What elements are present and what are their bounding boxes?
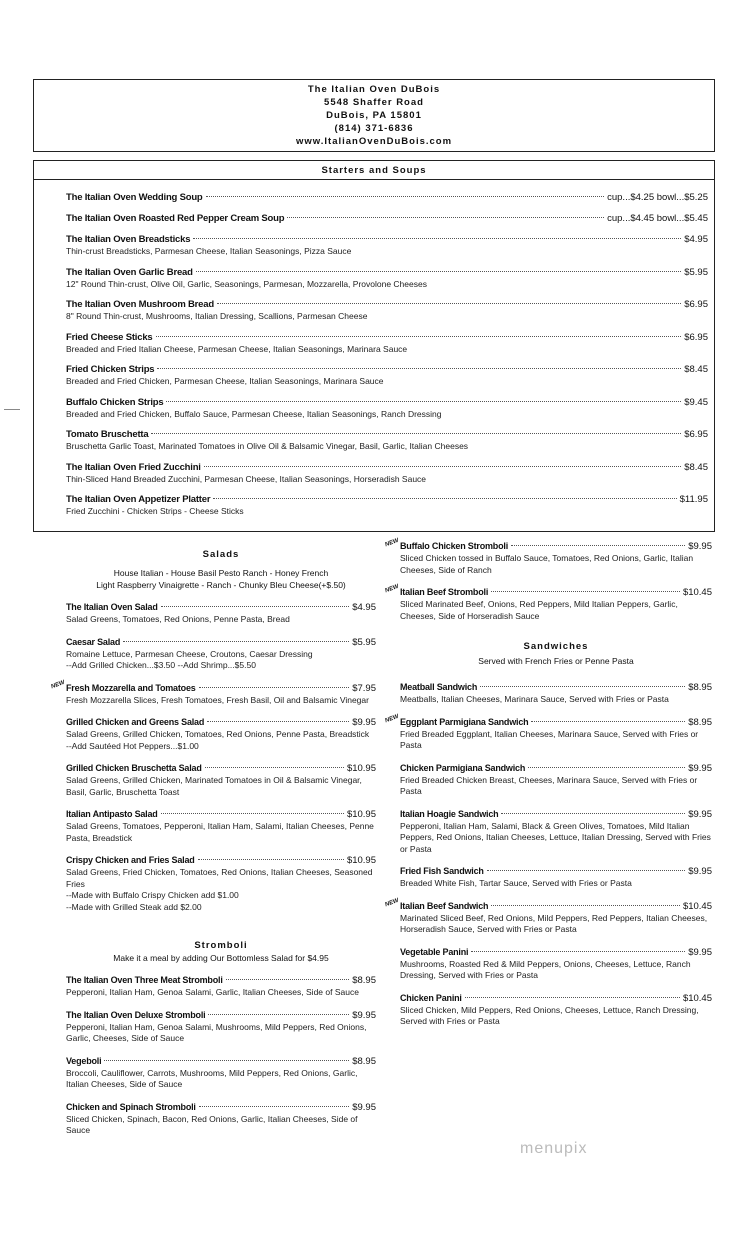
new-badge: NEW <box>384 583 400 595</box>
menu-item-desc: Salad Greens, Tomatoes, Red Onions, Penne Pasta, Bread <box>66 614 290 624</box>
menu-item <box>400 808 712 856</box>
menu-item-price: $10.45 <box>682 587 712 598</box>
menu-item <box>50 679 376 707</box>
menu-item <box>66 854 376 913</box>
leader-dots <box>528 767 685 768</box>
leader-dots <box>208 1014 349 1015</box>
menu-item-line <box>400 681 712 694</box>
new-badge: NEW <box>384 537 400 549</box>
menu-item <box>384 713 712 752</box>
menu-item-name: Italian Hoagie Sandwich <box>400 808 499 819</box>
menu-item-line <box>66 267 708 279</box>
menu-item <box>66 636 376 672</box>
leader-dots <box>480 686 685 687</box>
menu-item-line <box>400 762 712 775</box>
menu-item-extra2: --Made with Grilled Steak add $2.00 <box>66 901 202 912</box>
menu-item-price: $8.95 <box>352 975 376 986</box>
leader-dots <box>151 433 681 434</box>
leader-dots <box>511 545 685 546</box>
menu-item-line <box>400 946 712 959</box>
menu-item-desc: 12" Round Thin-crust, Olive Oil, Garlic, Seasonings, Parmesan, Mozzarella, Provolone Cheeses <box>66 278 427 289</box>
menu-item-price: $8.95 <box>352 1055 376 1067</box>
menu-item-name: Italian Beef Stromboli <box>400 587 489 597</box>
menu-item-name: The Italian Oven Roasted Red Pepper Cream Soup <box>66 213 285 224</box>
sandwiches-list <box>384 681 712 1028</box>
leader-dots <box>198 859 344 860</box>
menu-item-line <box>66 854 376 867</box>
menu-item <box>66 808 376 844</box>
menu-item-line <box>66 682 376 695</box>
menu-item-price: $9.95 <box>688 946 712 958</box>
menu-item-desc: Thin-crust Breadsticks, Parmesan Cheese, Italian Seasonings, Pizza Sauce <box>66 246 352 256</box>
menu-item <box>66 762 376 798</box>
menu-item-desc: Breaded White Fish, Tartar Sauce, Served with Fries or Pasta <box>400 878 632 888</box>
leader-dots <box>196 271 682 272</box>
menu-item-price: $6.95 <box>684 331 708 343</box>
menu-item-price: $5.95 <box>352 636 376 648</box>
restaurant-website: www.ItalianOvenDuBois.com <box>295 136 453 147</box>
edge-mark <box>4 409 20 410</box>
menu-item-line <box>400 540 712 553</box>
menu-item-line <box>66 1101 376 1114</box>
salads-list <box>50 601 376 913</box>
menu-item-price: $10.95 <box>346 763 376 774</box>
menu-item-desc: Pepperoni, Italian Ham, Genoa Salami, Mushrooms, Mild Peppers, Red Onions, Garlic, Cheeses, Side of Sauce <box>66 1021 367 1043</box>
menu-item-extra: --Add Sautéed Hot Peppers...$1.00 <box>66 740 199 751</box>
menu-item-line <box>66 636 376 649</box>
salads-dressings-line1: House Italian - House Basil Pesto Ranch - Honey French <box>113 568 329 578</box>
new-badge: NEW <box>384 713 400 724</box>
menu-item-name: Italian Beef Sandwich <box>400 900 489 911</box>
sandwiches-title: Sandwiches <box>523 641 589 652</box>
menu-item-price: $8.45 <box>684 364 708 375</box>
menu-item-line <box>400 808 712 821</box>
menu-item-desc: Fried Breaded Eggplant, Italian Cheeses, Marinara Sauce, Served with Fries or Pasta <box>400 728 699 750</box>
menu-item-line <box>400 865 712 878</box>
menu-item-price: $8.95 <box>688 716 712 728</box>
salads-dressings <box>66 567 376 591</box>
menu-item <box>384 897 712 936</box>
menu-item-name: The Italian Oven Salad <box>66 602 158 612</box>
leader-dots <box>465 997 680 998</box>
leader-dots <box>491 591 680 592</box>
sandwiches-subtitle: Served with French Fries or Penne Pasta <box>478 656 634 666</box>
menu-item <box>400 946 712 982</box>
menu-item-line <box>400 586 712 599</box>
menu-item-desc: Breaded and Fried Italian Cheese, Parmesan Cheese, Italian Seasonings, Marinara Sauce <box>66 343 408 354</box>
menu-item-name: Caesar Salad <box>66 636 121 647</box>
menu-item-price: cup...$4.25 bowl...$5.25 <box>607 192 708 203</box>
restaurant-phone: (814) 371-6836 <box>334 123 414 134</box>
menu-item <box>400 681 712 706</box>
leader-dots <box>199 687 350 688</box>
menu-item-desc: Marinated Sliced Beef, Red Onions, Mild Peppers, Red Peppers, Italian Cheeses, Horseradish Sauce, Served with Fries or Pasta <box>400 912 708 934</box>
menu-item-line <box>66 1055 376 1068</box>
menu-item-name: The Italian Oven Deluxe Stromboli <box>66 1009 206 1020</box>
menu-item-desc: Pepperoni, Italian Ham, Genoa Salami, Garlic, Italian Cheeses, Side of Sauce <box>66 987 359 997</box>
leader-dots <box>213 498 676 499</box>
menu-item-price: $4.95 <box>352 602 376 613</box>
menu-item-price: $6.95 <box>684 299 708 310</box>
watermark: menupix <box>520 1140 588 1157</box>
menu-item-desc: Sliced Chicken, Spinach, Bacon, Red Onions, Garlic, Italian Cheeses, Side of Sauce <box>66 1113 358 1135</box>
menu-item <box>66 429 708 453</box>
menu-item-price: $5.95 <box>684 266 708 278</box>
leader-dots <box>206 196 605 197</box>
menu-item <box>66 1101 376 1137</box>
menu-item-price: $9.95 <box>688 808 712 820</box>
leader-dots <box>157 368 681 369</box>
menu-item-desc: Thin-Sliced Hand Breaded Zucchini, Parmesan Cheese, Italian Seasonings, Horseradish Sauce <box>66 473 427 484</box>
menu-item-extra: --Made with Buffalo Crispy Chicken add $1.00 <box>66 890 239 900</box>
menu-item-line <box>400 900 712 913</box>
menu-item-line <box>400 716 712 729</box>
menu-item <box>66 974 376 999</box>
new-badge: NEW <box>384 897 400 908</box>
menu-item-desc: Romaine Lettuce, Parmesan Cheese, Croutons, Caesar Dressing <box>66 648 313 659</box>
new-badge: NEW <box>50 679 66 690</box>
menu-item-name: Crispy Chicken and Fries Salad <box>66 855 195 865</box>
left-column <box>50 548 376 1147</box>
menu-item <box>66 601 376 626</box>
menu-item-line <box>66 716 376 729</box>
menu-item <box>384 537 712 576</box>
menu-item <box>400 865 712 890</box>
menu-item-name: Chicken Panini <box>400 992 462 1003</box>
menu-item-line <box>66 299 708 311</box>
menu-item-name: The Italian Oven Fried Zucchini <box>66 461 201 473</box>
leader-dots <box>156 336 682 337</box>
leader-dots <box>287 217 604 218</box>
menu-item-desc: Salad Greens, Tomatoes, Pepperoni, Italian Ham, Salami, Italian Cheeses, Penne Pasta, Breadstick <box>66 821 374 843</box>
menu-item-name: Eggplant Parmigiana Sandwich <box>400 716 529 727</box>
menu-item-extra: --Add Grilled Chicken...$3.50 --Add Shrimp...$5.50 <box>66 660 256 670</box>
menu-item-price: $8.45 <box>684 461 708 473</box>
starters-title: Starters and Soups <box>34 161 714 180</box>
menu-item-line <box>66 364 708 376</box>
menu-item-line <box>66 462 708 474</box>
menu-item-price: $9.95 <box>352 1009 376 1021</box>
menu-item-price: $10.45 <box>682 900 712 912</box>
leader-dots <box>491 905 680 906</box>
leader-dots <box>471 951 685 952</box>
menu-item-price: $11.95 <box>679 494 708 505</box>
menu-item-line <box>66 762 376 775</box>
menu-item-price: $9.95 <box>688 541 712 552</box>
menu-item-desc: Breaded and Fried Chicken, Parmesan Cheese, Italian Seasonings, Marinara Sauce <box>66 376 384 386</box>
menu-item <box>66 299 708 323</box>
menu-item-line <box>66 234 708 246</box>
menu-item-desc: Salad Greens, Fried Chicken, Tomatoes, Red Onions, Italian Cheeses, Seasoned Fries <box>66 867 373 889</box>
leader-dots <box>161 813 344 814</box>
menu-item <box>66 234 708 258</box>
menu-item-name: Meatball Sandwich <box>400 682 478 692</box>
menu-item-name: The Italian Oven Appetizer Platter <box>66 494 211 505</box>
menu-item-name: Italian Antipasto Salad <box>66 809 158 819</box>
menu-item-price: $9.95 <box>688 866 712 877</box>
leader-dots <box>487 870 686 871</box>
restaurant-city: DuBois, PA 15801 <box>326 110 422 121</box>
salads-dressings-line2: Light Raspberry Vinaigrette - Ranch - Chunky Bleu Cheese(+$.50) <box>96 580 346 590</box>
menu-item-desc: Bruschetta Garlic Toast, Marinated Tomatoes in Olive Oil & Balsamic Vinegar, Basil, Garlic, Italian Cheeses <box>66 441 469 451</box>
menu-item-name: The Italian Oven Breadsticks <box>66 234 191 245</box>
menu-item-price: $10.95 <box>346 855 376 866</box>
menu-item-line <box>66 1009 376 1022</box>
menu-item-line <box>66 192 708 204</box>
menu-item <box>66 364 708 388</box>
menu-item-line <box>66 494 708 506</box>
menu-item <box>66 213 708 225</box>
restaurant-name: The Italian Oven DuBois <box>307 84 441 95</box>
leader-dots <box>161 606 350 607</box>
menu-item-price: $10.45 <box>682 992 712 1004</box>
menu-item <box>384 583 712 622</box>
menu-item-price: $9.95 <box>688 762 712 774</box>
menu-item-line <box>66 397 708 409</box>
restaurant-header <box>33 79 715 152</box>
menu-item-desc: Breaded and Fried Chicken, Buffalo Sauce, Parmesan Cheese, Italian Seasonings, Ranch Dressing <box>66 408 442 419</box>
leader-dots <box>166 401 681 402</box>
menu-item <box>66 332 708 356</box>
menu-item-desc: Meatballs, Italian Cheeses, Marinara Sauce, Served with Fries or Pasta <box>400 694 669 704</box>
menu-item <box>400 762 712 798</box>
menu-item-name: Fresh Mozzarella and Tomatoes <box>66 682 196 693</box>
menu-item-name: The Italian Oven Garlic Bread <box>66 266 193 278</box>
leader-dots <box>501 813 685 814</box>
menu-item-desc: Sliced Chicken tossed in Buffalo Sauce, Tomatoes, Red Onions, Garlic, Italian Cheeses, Side of Ranch <box>400 553 694 575</box>
menu-item-line <box>66 974 376 987</box>
menu-item-line <box>66 601 376 614</box>
leader-dots <box>207 721 349 722</box>
menu-item-desc: Fried Breaded Chicken Breast, Cheeses, Marinara Sauce, Served with Fries or Pasta <box>400 774 698 796</box>
right-column <box>384 537 712 1038</box>
menu-item-line <box>66 429 708 441</box>
leader-dots <box>193 238 681 239</box>
menu-item-desc: 8" Round Thin-crust, Mushrooms, Italian Dressing, Scallions, Parmesan Cheese <box>66 311 368 321</box>
menu-item-price: cup...$4.45 bowl...$5.45 <box>607 213 708 224</box>
menu-item-name: Grilled Chicken Bruschetta Salad <box>66 763 202 773</box>
right-stromboli-list <box>384 537 712 622</box>
menu-item-price: $6.95 <box>684 429 708 440</box>
leader-dots <box>531 721 685 722</box>
menu-item <box>66 1055 376 1091</box>
menu-item-name: Buffalo Chicken Strips <box>66 396 164 408</box>
menu-item-line <box>66 808 376 821</box>
leader-dots <box>205 767 344 768</box>
menu-item <box>400 992 712 1028</box>
stromboli-list <box>66 974 376 1137</box>
menu-item-name: The Italian Oven Mushroom Bread <box>66 299 214 310</box>
menu-item-desc: Salad Greens, Grilled Chicken, Marinated Tomatoes in Oil & Balsamic Vinegar, Basil, Garlic, Bruschetta Toast <box>66 775 362 797</box>
leader-dots <box>217 303 681 304</box>
menu-item-price: $10.95 <box>346 809 376 820</box>
menu-item-price: $4.95 <box>684 234 708 245</box>
menu-item-price: $9.95 <box>352 1101 376 1113</box>
menu-item-name: The Italian Oven Three Meat Stromboli <box>66 975 223 985</box>
leader-dots <box>226 979 350 980</box>
starters-section <box>33 160 715 532</box>
leader-dots <box>123 641 349 642</box>
restaurant-address: 5548 Shaffer Road <box>324 97 424 108</box>
menu-item-desc: Mushrooms, Roasted Red & Mild Peppers, Onions, Cheeses, Lettuce, Ranch Dressing, Served with Fries or Pasta <box>400 958 691 980</box>
menu-item-line <box>400 992 712 1005</box>
menu-item <box>66 267 708 291</box>
menu-item-price: $8.95 <box>688 682 712 693</box>
menu-item-desc: Salad Greens, Grilled Chicken, Tomatoes, Red Onions, Penne Pasta, Breadstick <box>66 729 370 739</box>
menu-item <box>66 716 376 752</box>
menu-item <box>66 192 708 204</box>
menu-item <box>66 397 708 421</box>
menu-item-desc: Sliced Marinated Beef, Onions, Red Peppers, Mild Italian Peppers, Garlic, Cheeses, Side of Horseradish Sauce <box>400 599 678 621</box>
menu-item-price: $9.95 <box>352 717 376 728</box>
menu-item-name: Tomato Bruschetta <box>66 429 149 440</box>
menu-item-name: Chicken Parmigiana Sandwich <box>400 762 526 773</box>
menu-item-name: Grilled Chicken and Greens Salad <box>66 717 205 727</box>
menu-item-desc: Pepperoni, Italian Ham, Salami, Black & Green Olives, Tomatoes, Mild Italian Peppers, Red Onions, Italian Cheeses, Lettuce, Italian Dressing, Served with Fries or Pasta <box>400 820 711 854</box>
menu-item-name: Buffalo Chicken Stromboli <box>400 541 509 551</box>
menu-item-line <box>66 213 708 225</box>
stromboli-title: Stromboli <box>194 940 248 951</box>
menu-item-name: Vegetable Panini <box>400 946 469 957</box>
menu-item <box>66 494 708 518</box>
menu-item-desc: Broccoli, Cauliflower, Carrots, Mushrooms, Mild Peppers, Red Onions, Garlic, Italian Cheeses, Side of Sauce <box>66 1067 358 1089</box>
stromboli-subtitle: Make it a meal by adding Our Bottomless Salad for $4.95 <box>113 953 329 963</box>
menu-item-name: Fried Chicken Strips <box>66 364 155 375</box>
menu-item-price: $7.95 <box>352 682 376 694</box>
leader-dots <box>199 1106 350 1107</box>
menu-item-name: The Italian Oven Wedding Soup <box>66 192 203 203</box>
menu-item <box>66 1009 376 1045</box>
menu-item <box>66 462 708 486</box>
menu-item-desc: Sliced Chicken, Mild Peppers, Red Onions, Cheeses, Lettuce, Ranch Dressing, Served with Fries or Pasta <box>400 1004 699 1026</box>
menu-item-price: $9.45 <box>684 396 708 408</box>
leader-dots <box>204 466 681 467</box>
menu-item-desc: Fried Zucchini - Chicken Strips - Cheese Sticks <box>66 506 244 516</box>
starters-list <box>34 180 714 518</box>
leader-dots <box>104 1060 349 1061</box>
menu-item-name: Chicken and Spinach Stromboli <box>66 1101 196 1112</box>
menu-item-desc: Fresh Mozzarella Slices, Fresh Tomatoes, Fresh Basil, Oil and Balsamic Vinegar <box>66 694 369 705</box>
salads-title: Salads <box>202 549 240 560</box>
menu-item-name: Fried Fish Sandwich <box>400 866 484 876</box>
menu-item-name: Vegeboli <box>66 1055 102 1066</box>
menu-item-name: Fried Cheese Sticks <box>66 331 153 343</box>
menu-item-line <box>66 332 708 344</box>
